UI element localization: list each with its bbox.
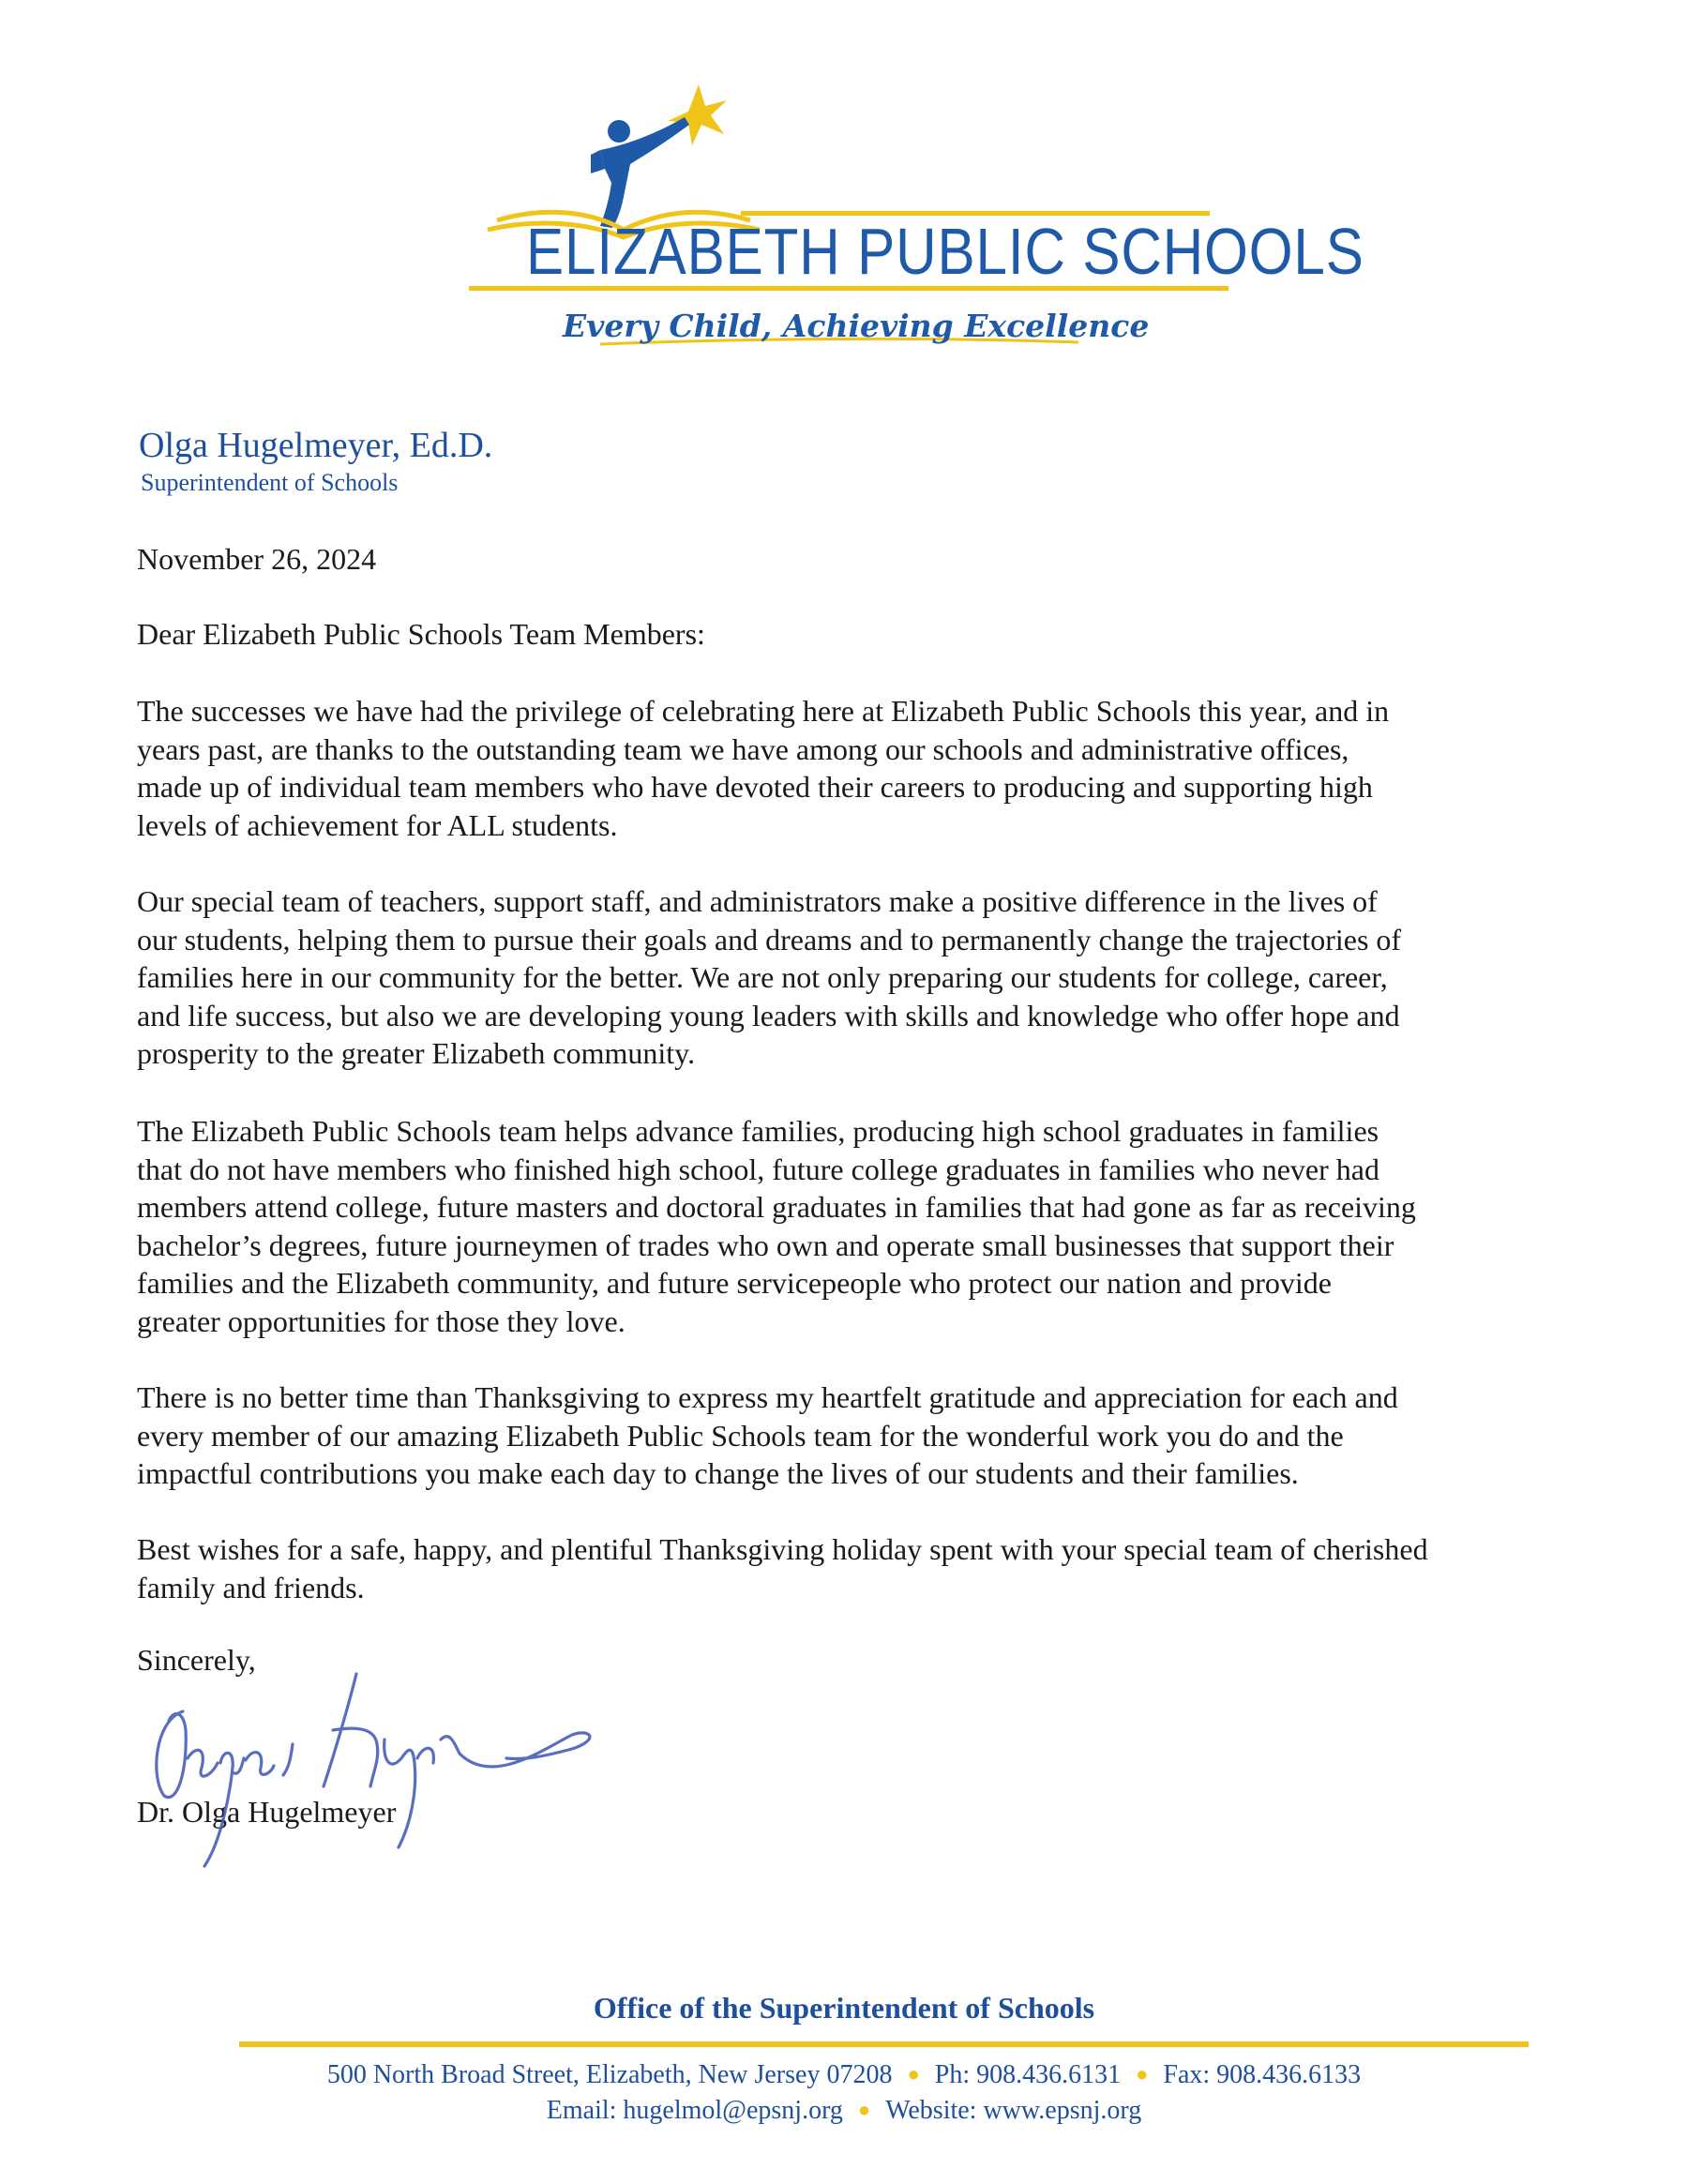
star-icon bbox=[668, 84, 727, 145]
bullet-icon: ● bbox=[1136, 2062, 1149, 2086]
organization-tagline: Every Child, Achieving Excellence bbox=[563, 308, 1150, 344]
salutation: Dear Elizabeth Public Schools Team Members: bbox=[137, 617, 705, 651]
footer-address: 500 North Broad Street, Elizabeth, New Jersey 07208 bbox=[326, 2060, 893, 2089]
bullet-icon: ● bbox=[907, 2062, 920, 2086]
body-paragraph: There is no better time than Thanksgiving to express my heartfelt gratitude and appreciation for each and every member of our amazing Elizabeth Public Schools team for the wonderful work you do and the impactful contributions you make each day to change the lives of our students and their families. bbox=[137, 1380, 1398, 1490]
body-paragraph: Our special team of teachers, support staff, and administrators make a positive difference in the lives of our students, helping them to pursue their goals and dreams and to permanently change the trajectories of families here in our community for the better. We are not only preparing our students for college, career, and life success, but also we are developing young leaders with skills and knowledge who offer hope and prosperity to the greater Elizabeth community. bbox=[137, 884, 1402, 1070]
footer-phone: Ph: 908.436.6131 bbox=[934, 2060, 1122, 2089]
footer-website[interactable]: Website: www.epsnj.org bbox=[885, 2096, 1142, 2125]
closing: Sincerely, bbox=[137, 1643, 256, 1677]
organization-name: ELIZABETH PUBLIC SCHOOLS bbox=[526, 215, 1364, 288]
handwritten-signature bbox=[131, 1655, 675, 1875]
child-figure-icon bbox=[591, 117, 689, 228]
footer-office-title: Office of the Superintendent of Schools bbox=[593, 1991, 1095, 2025]
signer-name: Dr. Olga Hugelmeyer bbox=[137, 1795, 397, 1829]
body-paragraph: Best wishes for a safe, happy, and plentiful Thanksgiving holiday spent with your special team of cherished family and friends. bbox=[137, 1532, 1428, 1604]
footer-contact-line bbox=[0, 2060, 1688, 2090]
footer-web-line bbox=[0, 2096, 1688, 2126]
footer-divider bbox=[239, 2041, 1529, 2047]
sender-name: Olga Hugelmeyer, Ed.D. bbox=[139, 426, 493, 465]
letter-date: November 26, 2024 bbox=[137, 542, 377, 576]
footer-fax: Fax: 908.436.6133 bbox=[1163, 2060, 1362, 2089]
body-paragraph: The successes we have had the privilege of celebrating here at Elizabeth Public Schools this year, and in years past, are thanks to the outstanding team we have among our schools and administrative offices, made up of individual team members who have devoted their careers to producing and supporting high levels of achievement for ALL students. bbox=[137, 694, 1390, 842]
footer-email[interactable]: Email: hugelmol@epsnj.org bbox=[546, 2096, 843, 2125]
bullet-icon: ● bbox=[857, 2098, 871, 2121]
sender-title: Superintendent of Schools bbox=[141, 469, 399, 496]
body-paragraph: The Elizabeth Public Schools team helps advance families, producing high school graduates in families that do not have members who finished high school, future college graduates in families who never had members attend college, future masters and doctoral graduates in families that had gone as far as receiving bachelor’s degrees, future journeymen of trades who own and operate small businesses that support their families and the Elizabeth community, and future servicepeople who protect our nation and provide greater opportunities for those they love. bbox=[137, 1114, 1416, 1338]
